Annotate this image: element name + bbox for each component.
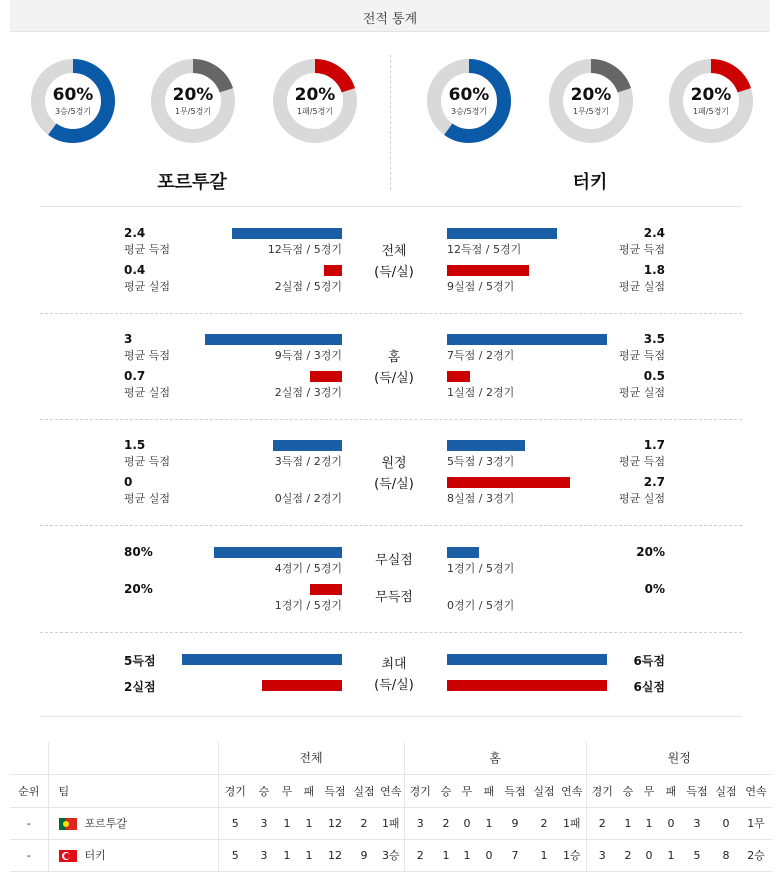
table-header-row [10,774,772,807]
max-subtitle: (득/실) [374,678,414,693]
column-header: 경기 [586,774,618,807]
home-max-bar [182,654,342,665]
home-stat-value: 2.4 [124,226,146,240]
donut-subtitle: 1패/5경기 [296,107,334,116]
home-stat-value: 0.4 [124,263,146,277]
away-stat-bar [447,440,525,451]
shutout-title: 무실점 [375,553,413,568]
column-header: 연속 [740,774,772,807]
away-stat-value: 20% [636,545,665,559]
section-title: 원정 [381,456,407,471]
section-subtitle: (득/실) [374,371,414,386]
stat-cell: 0 [478,839,500,871]
stat-cell: 1 [298,807,320,839]
away-stat-bar [447,265,529,276]
away-stat-label: 평균 실점 [618,280,665,293]
donut-subtitle: 1패/5경기 [692,107,730,116]
stat-cell: 0 [456,807,478,839]
home-stat-value: 3 [124,332,133,346]
away-stat-caption: 7득점 / 2경기 [447,349,515,362]
stat-cell: 5 [218,839,252,871]
stat-cell: 2 [618,839,638,871]
team-cell [48,839,218,871]
stat-cell: 1 [436,839,456,871]
donut-chart [30,58,116,144]
stat-cell: 8 [712,839,740,871]
group-away: 원정 [586,742,772,774]
donut-subtitle: 1무/5경기 [572,107,610,116]
stat-cell: 0 [638,839,660,871]
away-stat-caption: 1실점 / 2경기 [447,386,515,399]
home-stat-bar [214,547,342,558]
column-header: 무 [456,774,478,807]
section-title: 홈 [387,350,401,365]
column-header: 연속 [378,774,404,807]
donut-subtitle: 3승/5경기 [450,107,488,116]
stat-cell: 1 [298,839,320,871]
donut-chart [548,58,634,144]
section-title: 전체 [381,244,407,259]
donut-chart [668,58,754,144]
home-stat-value: 0.7 [124,369,146,383]
stat-cell: 5 [218,807,252,839]
home-max-value: 5득점 [124,654,156,668]
stat-cell: 1 [478,807,500,839]
column-header: 무 [638,774,660,807]
column-header: 무 [276,774,298,807]
column-header: 패 [660,774,682,807]
home-stat-caption: 2실점 / 3경기 [274,386,342,399]
stat-cell: 9 [350,839,378,871]
away-stat-bar [447,228,557,239]
home-stat-value: 80% [124,545,153,559]
max-title: 최대 [381,657,407,672]
donut-chart [150,58,236,144]
section-divider [40,525,742,526]
away-stat-label: 평균 득점 [618,349,665,362]
home-stat-label: 평균 득점 [124,349,171,362]
home-stat-bar [205,334,342,345]
section-subtitle: (득/실) [374,265,414,280]
blank-cell [48,742,218,774]
stat-cell: 1 [638,807,660,839]
home-stat-bar [324,265,342,276]
away-stat-caption: 8실점 / 3경기 [447,492,515,505]
stat-cell: 9 [500,807,530,839]
stat-cell: 1 [660,839,682,871]
rank-cell: - [10,807,48,839]
column-header: 경기 [218,774,252,807]
rank-header: 순위 [10,774,48,807]
donut-percent: 20% [172,85,214,105]
home-team-name: 포르투갈 [157,172,227,193]
stat-cell: 2 [350,807,378,839]
turkey-flag-icon [59,850,77,862]
away-stat-value: 3.5 [643,332,665,346]
stat-cell: 1 [530,839,558,871]
home-stat-label: 평균 실점 [124,280,171,293]
column-header: 승 [436,774,456,807]
donut-percent: 20% [690,85,732,105]
away-max-bar [447,680,607,691]
column-header: 패 [298,774,320,807]
donut-percent: 20% [294,85,336,105]
stat-cell: 12 [320,807,350,839]
stat-cell: 1 [456,839,478,871]
stat-cell: 2 [530,807,558,839]
no-goal-title: 무득점 [375,590,413,605]
stat-cell: 0 [712,807,740,839]
section-divider [40,313,742,314]
away-stat-label: 평균 실점 [618,386,665,399]
section-subtitle: (득/실) [374,477,414,492]
standings-table [10,742,772,872]
home-stat-caption: 12득점 / 5경기 [267,243,342,256]
team-name: 터키 [84,849,106,862]
away-stat-label: 평균 득점 [618,455,665,468]
home-max-bar [262,680,342,691]
rank-cell: - [10,839,48,871]
home-stat-value: 0 [124,475,133,489]
home-max-value: 2실점 [124,680,156,694]
stat-cell: 2 [436,807,456,839]
column-header: 실점 [350,774,378,807]
donut-percent: 20% [570,85,612,105]
away-max-value: 6실점 [633,680,665,694]
donut-subtitle: 3승/5경기 [54,107,92,116]
away-stat-value: 1.8 [643,263,665,277]
away-stat-caption: 5득점 / 3경기 [447,455,515,468]
home-stat-label: 평균 득점 [124,243,171,256]
column-header: 승 [252,774,276,807]
stat-cell: 3 [586,839,618,871]
home-stat-caption: 9득점 / 3경기 [274,349,342,362]
group-total: 전체 [218,742,404,774]
table-row [10,839,772,871]
home-stat-caption: 0실점 / 2경기 [274,492,342,505]
stat-cell: 7 [500,839,530,871]
column-header: 실점 [530,774,558,807]
stat-cell: 12 [320,839,350,871]
stat-cell: 5 [682,839,712,871]
team-cell [48,807,218,839]
divider [40,206,742,207]
column-header: 득점 [320,774,350,807]
column-header: 득점 [500,774,530,807]
away-stat-value: 2.7 [643,475,665,489]
home-stat-caption: 3득점 / 2경기 [274,455,342,468]
home-stat-bar [273,440,342,451]
divider [40,716,742,717]
table-row [10,807,772,839]
column-header: 득점 [682,774,712,807]
home-stat-label: 평균 실점 [124,492,171,505]
stat-cell: 3 [404,807,436,839]
away-stat-bar [447,371,470,382]
home-stat-bar [310,371,342,382]
stat-cell: 0 [660,807,682,839]
away-stat-value: 1.7 [643,438,665,452]
away-stat-caption: 9실점 / 5경기 [447,280,515,293]
column-header: 경기 [404,774,436,807]
donut-percent: 60% [52,85,94,105]
stat-cell: 2승 [740,839,772,871]
home-stat-caption: 1경기 / 5경기 [274,599,342,612]
stat-cell: 1패 [558,807,586,839]
column-header: 패 [478,774,500,807]
team-divider [390,55,391,190]
stat-cell: 1승 [558,839,586,871]
away-team-name: 터키 [572,172,608,193]
home-stat-value: 20% [124,582,153,596]
stat-cell: 1무 [740,807,772,839]
team-header: 팀 [48,774,218,807]
stat-cell: 3 [682,807,712,839]
donut-chart [426,58,512,144]
home-stat-bar [310,584,342,595]
team-name: 포르투갈 [84,817,128,830]
away-stat-caption: 0경기 / 5경기 [447,599,515,612]
home-stat-bar [232,228,342,239]
away-stat-bar [447,477,570,488]
column-header: 실점 [712,774,740,807]
stat-cell: 3승 [378,839,404,871]
page-title: 전적 통계 [362,12,418,27]
stat-cell: 3 [252,807,276,839]
away-stat-label: 평균 득점 [618,243,665,256]
table-group-row [10,742,772,774]
column-header: 연속 [558,774,586,807]
away-stat-caption: 12득점 / 5경기 [447,243,522,256]
group-home: 홈 [404,742,586,774]
section-divider [40,632,742,633]
home-stat-label: 평균 득점 [124,455,171,468]
stat-cell: 1 [276,839,298,871]
away-stat-label: 평균 실점 [618,492,665,505]
stat-cell: 1 [276,807,298,839]
stat-cell: 3 [252,839,276,871]
away-stat-value: 2.4 [643,226,665,240]
home-stat-caption: 2실점 / 5경기 [274,280,342,293]
stat-cell: 2 [586,807,618,839]
away-stat-bar [447,547,479,558]
away-max-value: 6득점 [633,654,665,668]
home-stat-caption: 4경기 / 5경기 [274,562,342,575]
away-stat-caption: 1경기 / 5경기 [447,562,515,575]
blank-cell [10,742,48,774]
portugal-flag-icon [59,818,77,830]
donut-subtitle: 1무/5경기 [174,107,212,116]
away-stat-bar [447,334,607,345]
stat-cell: 1 [618,807,638,839]
section-divider [40,419,742,420]
away-stat-value: 0% [644,582,665,596]
home-stat-value: 1.5 [124,438,146,452]
stat-cell: 2 [404,839,436,871]
away-max-bar [447,654,607,665]
column-header: 승 [618,774,638,807]
stat-cell: 1패 [378,807,404,839]
donut-chart [272,58,358,144]
away-stat-value: 0.5 [643,369,665,383]
donut-percent: 60% [448,85,490,105]
home-stat-label: 평균 실점 [124,386,171,399]
